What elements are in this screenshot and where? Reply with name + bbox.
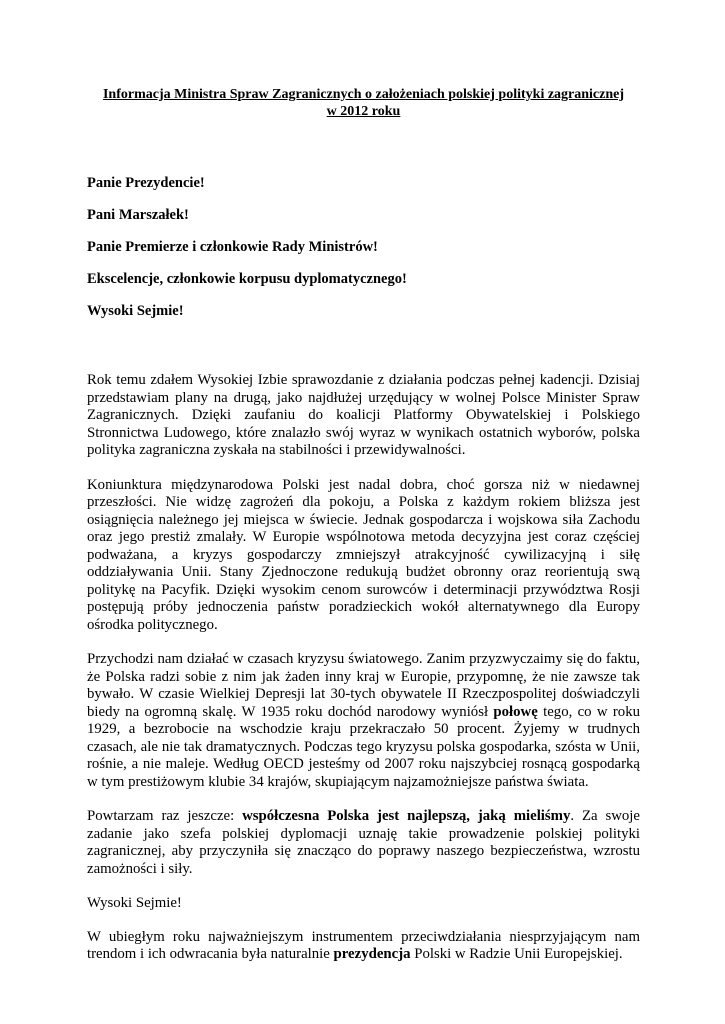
title-line-2: w 2012 roku xyxy=(326,104,401,119)
paragraph-4 xyxy=(87,808,640,878)
paragraph-6-text-b: Polski w Radzie Unii Europejskiej. xyxy=(410,946,623,962)
paragraph-6 xyxy=(87,929,640,964)
salutation-diplomatic-corps: Ekscelencje, członkowie korpusu dyplomatycznego! xyxy=(87,271,407,287)
paragraph-4-text-b: . Za swoje zadanie jako szefa polskiej dyplomacji uznaję takie prowadzenie polskiej polityki zagranicznej, aby przyczyniła się znacząco do poprawy naszego bezpieczeństwa, wzrostu zamożności i siły. xyxy=(87,808,640,877)
salutation-president: Panie Prezydencie! xyxy=(87,175,205,191)
paragraph-6-text-a: W ubiegłym roku najważniejszym instrumentem przeciwdziałania niesprzyjającym nam trendom i ich odwracania była naturalnie xyxy=(87,928,640,962)
salutation-sejm: Wysoki Sejmie! xyxy=(87,303,184,319)
paragraph-5: Wysoki Sejmie! xyxy=(87,895,182,911)
paragraph-4-bold: współczesna Polska jest najlepszą, jaką mieliśmy xyxy=(242,808,571,824)
paragraph-6-bold: prezydencja xyxy=(333,946,411,962)
paragraph-3-text-b: tego, co w roku 1929, a bezrobocie na wschodzie kraju przekraczało 50 procent. Żyjemy w trudnych czasach, ale nie tak dramatycznych. Podczas tego kryzysu polska gospodarka, szósta w Unii, rośnie, a nie maleje. Według OECD jesteśmy od 2007 roku najszybciej rosnącą gospodarką w tym prestiżowym klubie 34 krajów, skupiającym najzamożniejsze państwa świata. xyxy=(87,703,641,790)
salutation-marshal: Pani Marszałek! xyxy=(87,207,189,223)
title-line-1: Informacja Ministra Spraw Zagranicznych o założeniach polskiej polityki zagranicznej xyxy=(102,87,625,102)
paragraph-2: Koniunktura międzynarodowa Polski jest nadal dobra, choć gorsza niż w niedawnej przeszłości. Nie widzę zagrożeń dla pokoju, a Polska z każdym rokiem bliższa jest osiągnięcia należnego jej miejsca w świecie. Jednak gospodarcza i wojskowa siła Zachodu oraz jego prestiż zmalały. W Europie wspólnotowa metoda decyzyjna jest coraz częściej podważana, a kryzys gospodarczy zmniejszył atrakcyjność cywilizacyjną i siłę oddziaływania Unii. Stany Zjednoczone redukują budżet obronny oraz reorientują swą politykę na Pacyfik. Dzięki wysokim cenom surowców i determinacji przywództwa Rosji postępują próby jednoczenia państw poradzieckich wokół alternatywnego dla Europy ośrodka politycznego. xyxy=(87,476,640,633)
document-body xyxy=(87,372,640,981)
paragraph-1: Rok temu zdałem Wysokiej Izbie sprawozdanie z działania podczas pełnej kadencji. Dzisiaj przedstawiam plany na drugą, jako najdłużej urzędujący w wolnej Polsce Minister Spraw Zagranicznych. Dzięki zaufaniu do koalicji Platformy Obywatelskiej i Polskiego Stronnictwa Ludowego, które znalazło swój wyraz w wynikach ostatnich wyborów, polska polityka zagraniczna zyskała na stabilności i przewidywalności. xyxy=(87,372,640,458)
paragraph-3 xyxy=(87,651,640,791)
paragraph-3-text-a: Przychodzi nam działać w czasach kryzysu światowego. Zanim przyzwyczaimy się do faktu, że Polska radzi sobie z nim jak żaden inny kraj w Europie, przypomnę, że nie zawsze tak bywało. W czasie Wielkiej Depresji lat 30-tych obywatele II Rzeczpospolitej doświadczyli biedy na ogromną skalę. W 1935 roku dochód narodowy wyniósł xyxy=(87,651,640,720)
salutation-prime-minister: Panie Premierze i członkowie Rady Ministrów! xyxy=(87,239,378,255)
paragraph-3-bold: połowę xyxy=(493,703,538,720)
document-title xyxy=(86,86,641,120)
paragraph-4-text-a: Powtarzam raz jeszcze: xyxy=(87,808,243,824)
salutations xyxy=(87,174,642,334)
